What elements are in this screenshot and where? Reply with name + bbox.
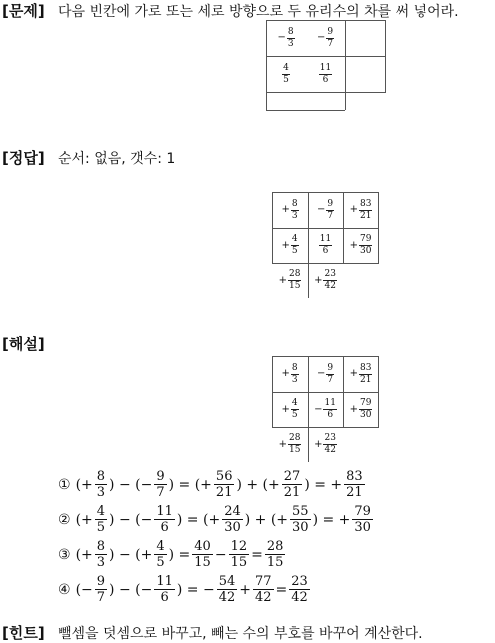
fraction-sign: + (314, 438, 323, 450)
equation-fraction (265, 540, 286, 569)
numerator: 4 (283, 62, 289, 73)
denominator: 30 (354, 520, 371, 535)
numerator: 79 (359, 398, 372, 408)
cell-fraction (279, 270, 302, 291)
numerator: 9 (96, 574, 106, 589)
numerator: 79 (359, 234, 372, 244)
grid-cell (343, 192, 379, 228)
numerator: 23 (324, 269, 336, 279)
equation-text: ) = + (304, 476, 343, 493)
denominator: 15 (288, 445, 301, 455)
denominator: 21 (359, 374, 372, 385)
denominator: 6 (327, 410, 334, 420)
denominator: 21 (215, 485, 233, 500)
grid-line (308, 192, 309, 298)
cell-fraction (277, 28, 294, 49)
numerator: 12 (230, 539, 248, 554)
equation-fraction (154, 540, 166, 569)
grid-line (378, 192, 379, 263)
denominator: 6 (160, 520, 169, 535)
equation-number: ② (58, 511, 71, 528)
grid-cell (343, 392, 379, 427)
grid-line (266, 56, 386, 57)
problem-tag: [문제] (2, 2, 45, 20)
numerator: 4 (96, 504, 106, 519)
denominator: 15 (266, 555, 284, 570)
numerator: 77 (255, 574, 272, 589)
grid-line (378, 356, 379, 427)
numerator: 8 (291, 198, 298, 209)
denominator: 42 (291, 590, 308, 605)
cell-fraction (314, 399, 337, 420)
grid-line (272, 356, 379, 357)
numerator: 4 (156, 539, 165, 554)
grid-line (272, 427, 379, 428)
numerator: 8 (96, 539, 106, 554)
numerator: 9 (327, 198, 334, 209)
denominator: 5 (291, 410, 298, 420)
grid-line (272, 392, 379, 393)
equation-text: + (239, 581, 251, 598)
numerator: 56 (215, 469, 233, 484)
numerator: 23 (324, 433, 336, 443)
cell-fraction (281, 235, 298, 256)
numerator: 79 (354, 504, 371, 519)
problem-text: 다음 빈칸에 가로 또는 세로 방향으로 두 유리수의 차를 써 넣어라. (58, 4, 459, 20)
equation-text: − (214, 546, 227, 563)
grid-cell (308, 427, 343, 462)
denominator: 15 (230, 555, 248, 570)
grid-line (272, 356, 273, 427)
numerator: 28 (288, 433, 301, 443)
grid-cell (266, 56, 306, 92)
fraction-sign: + (281, 239, 290, 251)
equation-text: (+ (75, 546, 93, 563)
cell-fraction (350, 364, 373, 385)
hint-tag: [힌트] (2, 624, 45, 642)
grid-cell (306, 56, 345, 92)
numerator: 11 (324, 398, 336, 408)
denominator: 3 (291, 374, 298, 385)
fraction-sign: + (278, 438, 287, 450)
equation-text: = (251, 546, 263, 563)
grid-line (266, 20, 267, 110)
equation-fraction (222, 505, 243, 534)
equation-2 (58, 505, 374, 534)
denominator: 3 (287, 38, 294, 49)
answer-text: 순서: 없음, 갯수: 1 (58, 151, 176, 167)
grid-line (385, 20, 386, 92)
cell-fraction (281, 200, 298, 221)
equation-fraction (95, 470, 107, 499)
numerator: 83 (359, 362, 372, 373)
numerator: 11 (156, 504, 173, 519)
numerator: 4 (291, 234, 298, 244)
grid-cell (272, 392, 308, 427)
grid-line (272, 192, 273, 263)
equation-text: ) = − (176, 581, 215, 598)
grid-cell (272, 263, 308, 298)
cell-fraction (350, 399, 373, 420)
fraction-sign: + (349, 368, 358, 379)
equation-fraction (95, 540, 107, 569)
grid-cell (272, 427, 308, 462)
grid-line (343, 356, 344, 427)
numerator: 28 (288, 269, 301, 279)
equation-fraction (289, 575, 310, 604)
numerator: 23 (291, 574, 308, 589)
numerator: 9 (327, 26, 334, 37)
grid-cell (308, 392, 343, 427)
numerator: 55 (292, 504, 309, 519)
grid-cell (343, 356, 379, 392)
denominator: 5 (283, 74, 289, 85)
grid-cell (272, 192, 308, 228)
grid-line (266, 20, 386, 21)
explanation-grid (272, 356, 380, 462)
equation-number: ④ (58, 581, 71, 598)
equation-number: ③ (58, 546, 71, 563)
cell-fraction (314, 434, 337, 455)
equation-text: (+ (75, 476, 93, 493)
cell-fraction (350, 200, 373, 221)
grid-cell (306, 20, 345, 56)
numerator: 11 (156, 574, 173, 589)
denominator: 6 (322, 246, 329, 256)
numerator: 4 (291, 398, 298, 408)
numerator: 8 (291, 362, 298, 373)
problem-grid (266, 20, 386, 110)
fraction-sign: − (277, 32, 286, 43)
equation-3 (58, 540, 286, 569)
grid-line (266, 110, 345, 111)
denominator: 42 (255, 590, 272, 605)
equation-fraction (290, 505, 311, 534)
grid-cell (266, 20, 306, 56)
grid-cell (308, 192, 343, 228)
equation-text: ) − (− (109, 511, 153, 528)
numerator: 11 (319, 234, 332, 244)
denominator: 7 (327, 38, 334, 49)
equation-text: ) = (+ (168, 476, 212, 493)
fraction-sign: − (314, 403, 323, 415)
equation-text: ) − (− (109, 476, 153, 493)
equation-fraction (282, 470, 303, 499)
numerator: 8 (96, 469, 106, 484)
denominator: 42 (324, 445, 336, 455)
fraction-sign: + (314, 274, 323, 286)
equation-text: ) = (+ (176, 511, 221, 528)
equation-fraction (253, 575, 274, 604)
cell-fraction (317, 200, 334, 221)
numerator: 9 (327, 362, 334, 373)
fraction-sign: − (316, 32, 326, 43)
equation-text: (− (75, 581, 93, 598)
numerator: 83 (359, 198, 372, 209)
equation-fraction (95, 505, 107, 534)
hint-text: 뺄셈을 덧셈으로 바꾸고, 빼는 수의 부호를 바꾸어 계산한다. (58, 626, 423, 642)
grid-cell (343, 228, 379, 263)
grid-line (343, 192, 344, 263)
equation-text: ) + (+ (244, 511, 289, 528)
equation-4 (58, 575, 311, 604)
equation-fraction (95, 575, 107, 604)
cell-fraction (281, 364, 298, 385)
fraction-sign: + (349, 204, 358, 215)
equation-fraction (214, 470, 235, 499)
equation-fraction (154, 505, 175, 534)
grid-cell (308, 263, 343, 298)
cell-fraction (317, 364, 334, 385)
numerator: 11 (319, 62, 332, 73)
denominator: 3 (96, 485, 106, 500)
numerator: 24 (224, 504, 241, 519)
grid-line (272, 228, 379, 229)
cell-fraction (350, 235, 373, 256)
fraction-sign: + (278, 274, 287, 286)
answer-tag: [정답] (2, 149, 45, 167)
equation-fraction (352, 505, 373, 534)
numerator: 27 (283, 469, 301, 484)
denominator: 5 (156, 555, 165, 570)
fraction-sign: + (281, 204, 290, 215)
denominator: 7 (96, 590, 106, 605)
grid-line (272, 192, 379, 193)
equation-fraction (344, 470, 365, 499)
denominator: 7 (156, 485, 165, 500)
grid-line (308, 356, 309, 462)
numerator: 54 (218, 574, 236, 589)
cell-fraction (319, 64, 332, 85)
cell-fraction (314, 270, 337, 291)
denominator: 15 (194, 555, 211, 570)
denominator: 6 (160, 590, 169, 605)
denominator: 30 (292, 520, 309, 535)
cell-fraction (317, 28, 334, 49)
cell-fraction (281, 399, 298, 420)
equation-text: = (275, 581, 288, 598)
equation-fraction (229, 540, 250, 569)
equation-text: (+ (75, 511, 93, 528)
grid-cell (272, 228, 308, 263)
denominator: 30 (359, 246, 372, 256)
fraction-sign: + (281, 368, 290, 379)
equation-text: ) + (+ (236, 476, 280, 493)
denominator: 7 (327, 374, 334, 385)
denominator: 7 (327, 210, 334, 221)
equation-number: ① (58, 476, 71, 493)
numerator: 9 (156, 469, 165, 484)
numerator: 40 (194, 539, 211, 554)
denominator: 3 (96, 555, 106, 570)
denominator: 30 (359, 410, 372, 420)
grid-line (272, 263, 379, 264)
equation-fraction (217, 575, 238, 604)
explanation-tag: [해설] (2, 335, 45, 353)
cell-fraction (319, 235, 332, 256)
denominator: 21 (359, 210, 372, 221)
cell-fraction (282, 64, 290, 85)
denominator: 3 (291, 210, 298, 221)
grid-cell (272, 356, 308, 392)
equation-fraction (154, 575, 175, 604)
grid-cell (308, 228, 343, 263)
denominator: 5 (96, 520, 106, 535)
denominator: 42 (324, 281, 336, 291)
fraction-sign: − (316, 368, 326, 379)
equation-text: ) − (+ (109, 546, 153, 563)
fraction-sign: + (349, 403, 358, 415)
grid-cell (308, 356, 343, 392)
equation-text: ) = + (312, 511, 351, 528)
equation-text: ) − (− (109, 581, 153, 598)
grid-line (345, 20, 346, 110)
equation-1 (58, 470, 366, 499)
numerator: 28 (266, 539, 284, 554)
denominator: 21 (346, 485, 363, 500)
denominator: 30 (224, 520, 241, 535)
cell-fraction (279, 434, 302, 455)
fraction-sign: + (349, 239, 358, 251)
equation-fraction (154, 470, 166, 499)
denominator: 21 (283, 485, 301, 500)
denominator: 42 (218, 590, 236, 605)
equation-fraction (192, 540, 213, 569)
grid-line (266, 92, 386, 93)
numerator: 83 (346, 469, 363, 484)
fraction-sign: − (316, 204, 326, 215)
fraction-sign: + (281, 403, 290, 415)
equation-text: ) = (168, 546, 191, 563)
denominator: 6 (322, 74, 329, 85)
denominator: 5 (291, 246, 298, 256)
numerator: 8 (287, 26, 294, 37)
answer-grid (272, 192, 380, 298)
denominator: 15 (288, 281, 301, 291)
